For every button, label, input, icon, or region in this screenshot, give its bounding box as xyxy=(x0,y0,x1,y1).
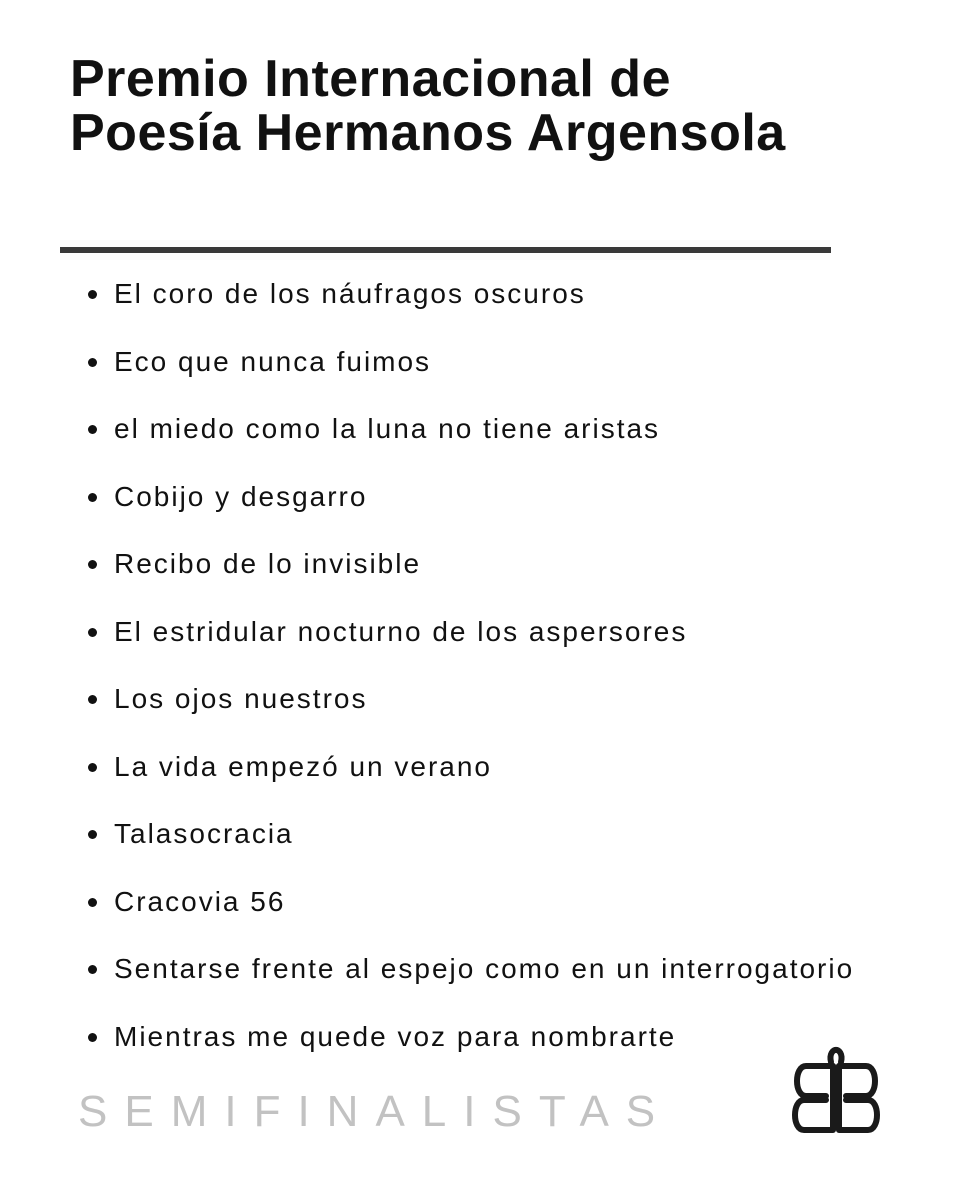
bullet-icon xyxy=(88,763,97,772)
bullet-icon xyxy=(88,493,97,502)
poem-title: Recibo de lo invisible xyxy=(114,548,422,579)
page-title: Premio Internacional de Poesía Hermanos Argensola xyxy=(70,50,786,162)
poem-title: Los ojos nuestros xyxy=(114,683,368,714)
poem-title: Mientras me quede voz para nombrarte xyxy=(114,1020,677,1052)
bullet-icon xyxy=(88,628,97,637)
bullet-icon xyxy=(88,1033,97,1042)
bullet-icon xyxy=(88,358,97,367)
poem-title: El coro de los náufragos oscuros xyxy=(114,278,586,309)
poem-title: el miedo como la luna no tiene aristas xyxy=(114,413,661,444)
bullet-icon xyxy=(88,425,97,434)
bullet-icon xyxy=(88,290,97,299)
poem-title: Eco que nunca fuimos xyxy=(114,345,432,377)
poem-title: El estridular nocturno de los aspersores xyxy=(114,615,688,647)
bullet-icon xyxy=(88,965,97,974)
poem-title: Sentarse frente al espejo como en un interrogatorio xyxy=(114,953,855,984)
poem-title: Talasocracia xyxy=(114,818,294,849)
bullet-icon xyxy=(88,695,97,704)
poem-title: La vida empezó un verano xyxy=(114,750,492,782)
poem-title: Cracovia 56 xyxy=(114,885,286,917)
title-divider xyxy=(60,247,831,253)
butterfly-bb-logo-icon xyxy=(786,1044,886,1136)
bullet-icon xyxy=(88,898,97,907)
bullet-icon xyxy=(88,830,97,839)
poem-title: Cobijo y desgarro xyxy=(114,480,368,512)
bullet-icon xyxy=(88,560,97,569)
semifinalists-label: SEMIFINALISTAS xyxy=(78,1087,673,1136)
